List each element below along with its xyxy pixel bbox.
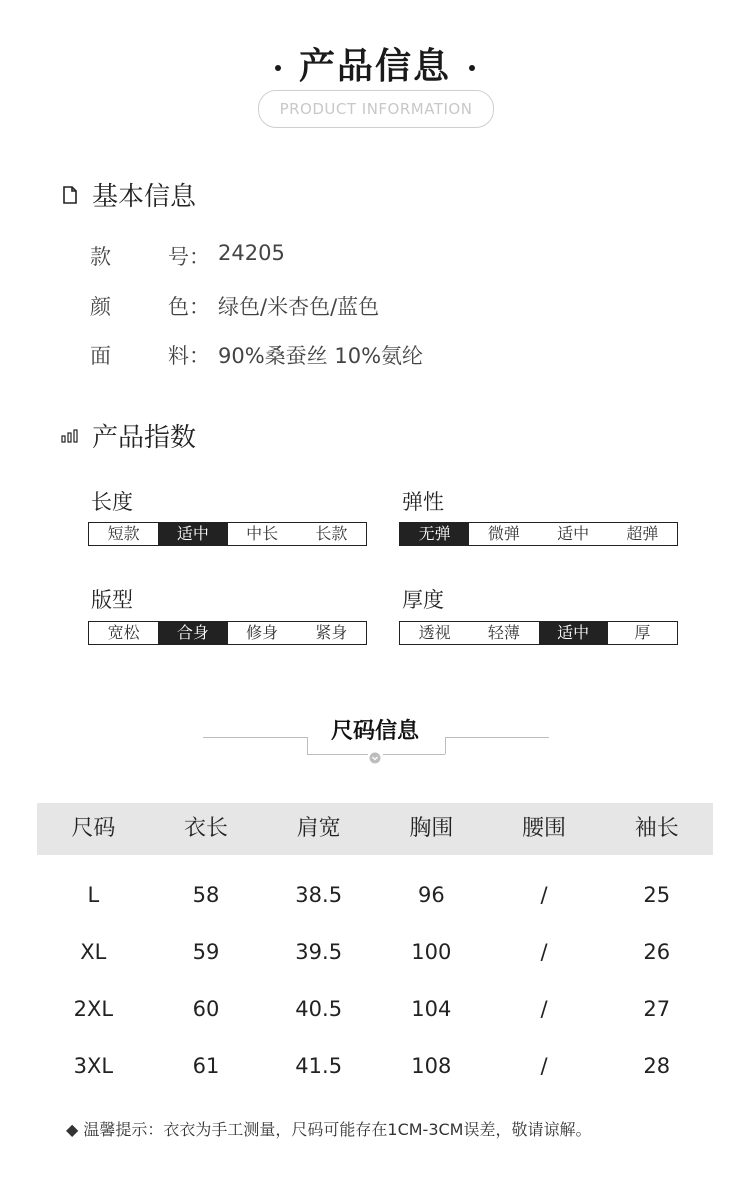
table-cell: 100 [411, 940, 452, 964]
table-header-cell: 胸围 [409, 816, 454, 841]
table-cell: 104 [411, 997, 452, 1021]
length-option: 短款 [107, 524, 140, 543]
table-cell: 27 [643, 997, 671, 1021]
document-icon [60, 185, 80, 205]
divider-line [307, 754, 368, 755]
title-dot-left [275, 65, 281, 71]
fit-label: 版型 [91, 588, 133, 612]
table-cell: 59 [192, 940, 220, 964]
elasticity-scale [399, 522, 678, 546]
table-cell: 2XL [73, 997, 114, 1021]
table-cell: 39.5 [295, 940, 343, 964]
table-row [37, 867, 713, 923]
length-label: 长度 [91, 490, 133, 514]
table-cell: L [87, 883, 100, 907]
info-value-style-no: 24205 [218, 241, 285, 265]
table-header-cell: 肩宽 [296, 816, 341, 841]
table-cell: / [540, 997, 548, 1021]
info-label-char: 面 [90, 344, 111, 368]
size-tip: ◆ 温馨提示：衣衣为手工测量，尺码可能存在1CM-3CM误差，敬请谅解。 [66, 1120, 592, 1139]
basic-info-title: 基本信息 [92, 182, 197, 212]
table-cell: 40.5 [295, 997, 343, 1021]
thickness-option: 厚 [634, 623, 651, 642]
table-header-cell: 尺码 [71, 816, 116, 841]
info-value-color: 绿色/米杏色/蓝色 [218, 295, 380, 319]
table-cell: / [540, 883, 548, 907]
table-cell: 3XL [73, 1054, 114, 1078]
info-label-char: 颜 [90, 295, 111, 319]
elasticity-label: 弹性 [402, 490, 444, 514]
divider-line [383, 754, 445, 755]
size-table-header [37, 803, 713, 855]
elasticity-option: 微弹 [487, 524, 520, 543]
info-label-char: 号： [168, 245, 210, 269]
fit-option: 合身 [158, 622, 227, 644]
table-cell: 58 [192, 883, 220, 907]
length-scale [88, 522, 367, 546]
bar-chart-icon [60, 426, 80, 446]
fit-scale [88, 621, 367, 645]
elasticity-option: 适中 [557, 524, 590, 543]
table-cell: 61 [192, 1054, 220, 1078]
table-cell: 108 [411, 1054, 452, 1078]
thickness-option: 透视 [418, 623, 451, 642]
table-row [37, 1038, 713, 1094]
table-cell: 96 [417, 883, 445, 907]
table-header-cell: 袖长 [634, 816, 679, 841]
table-cell: 41.5 [295, 1054, 343, 1078]
elasticity-option: 无弹 [400, 523, 469, 545]
table-cell: 28 [643, 1054, 671, 1078]
page-title-wrap [0, 38, 750, 89]
info-row-fabric [90, 340, 423, 370]
info-label-char: 料： [168, 344, 210, 368]
elasticity-option: 超弹 [626, 524, 659, 543]
table-header-cell: 衣长 [184, 816, 229, 841]
fit-option: 紧身 [315, 623, 348, 642]
thickness-scale [399, 621, 678, 645]
size-info-title: 尺码信息 [330, 719, 419, 744]
chevron-down-icon [369, 749, 381, 761]
page-subtitle: PRODUCT INFORMATION [258, 90, 494, 128]
length-option: 长款 [315, 524, 348, 543]
table-cell: 60 [192, 997, 220, 1021]
page-title: 产品信息 [298, 46, 451, 87]
length-option: 适中 [158, 523, 227, 545]
product-index-heading [60, 417, 196, 454]
info-label-char: 款 [90, 245, 111, 269]
table-cell: / [540, 940, 548, 964]
table-cell: / [540, 1054, 548, 1078]
table-cell: XL [80, 940, 107, 964]
thickness-option: 轻薄 [487, 623, 520, 642]
table-cell: 38.5 [295, 883, 343, 907]
info-label-char: 色： [168, 295, 210, 319]
table-header-cell: 腰围 [522, 816, 567, 841]
info-value-fabric: 90%桑蚕丝 10%氨纶 [218, 344, 424, 368]
info-row-style [90, 241, 285, 271]
info-row-color [90, 291, 379, 321]
thickness-option: 适中 [539, 622, 608, 644]
fit-option: 宽松 [107, 623, 140, 642]
title-dot-right [469, 65, 475, 71]
thickness-label: 厚度 [402, 588, 444, 612]
basic-info-heading [60, 176, 196, 213]
length-option: 中长 [246, 524, 279, 543]
product-index-title: 产品指数 [92, 423, 197, 453]
table-cell: 25 [643, 883, 671, 907]
table-cell: 26 [643, 940, 671, 964]
fit-option: 修身 [246, 623, 279, 642]
table-row [37, 924, 713, 980]
table-row [37, 981, 713, 1037]
